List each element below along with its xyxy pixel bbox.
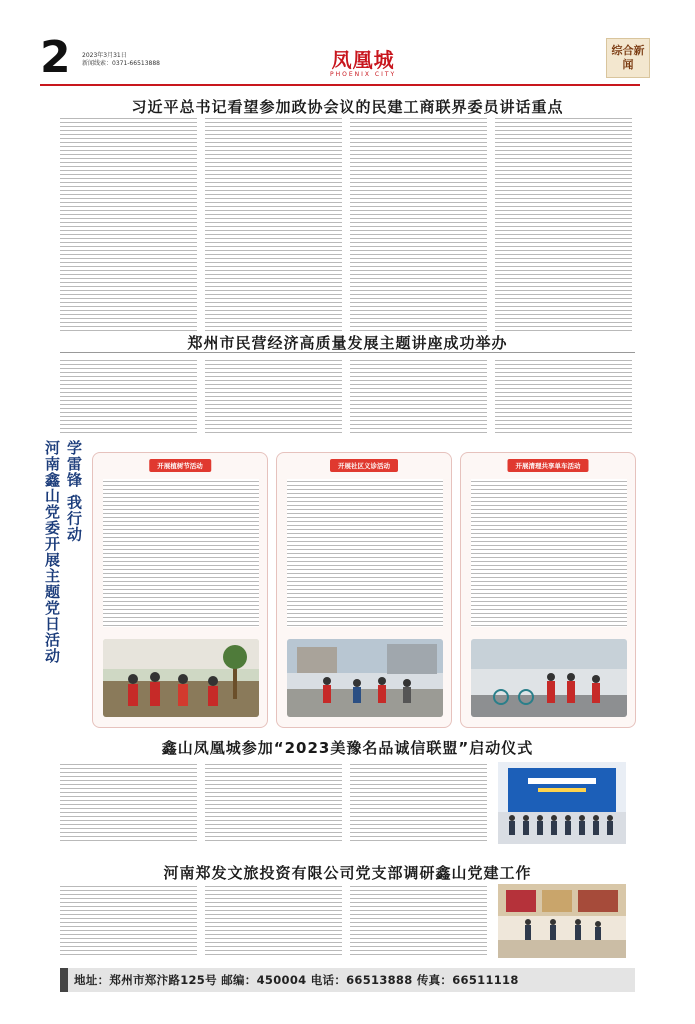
brand-logo [330, 44, 396, 78]
dateline [82, 52, 160, 68]
story-4-column-2 [205, 884, 342, 956]
story-3-column-1 [60, 762, 197, 842]
story-1-column-1 [60, 116, 197, 334]
masthead [40, 32, 645, 84]
story-2-headline: 郑州市民营经济高质量发展主题讲座成功举办 [187, 334, 508, 352]
story-2-rule [60, 352, 635, 353]
feature-title [42, 440, 86, 735]
story-4-column-3 [350, 884, 487, 956]
activity-tag: 开展植树节活动 [149, 459, 211, 472]
story-2-column-4 [495, 358, 632, 436]
story-1-column-3 [350, 116, 487, 334]
activity-body-text [287, 479, 443, 627]
story-1-headline: 习近平总书记看望参加政协会议的民建工商联界委员讲话重点 [131, 98, 564, 116]
feature-title-main: 学雷锋 我行动 [65, 440, 83, 543]
story-2-column-2 [205, 358, 342, 436]
activity-tag: 开展清理共享单车活动 [508, 459, 589, 472]
story-2-column-1 [60, 358, 197, 436]
activity-body-text [471, 479, 627, 627]
page-number: 2 [40, 32, 71, 83]
activity-photo-bike-cleanup [471, 639, 627, 717]
story-2-column-3 [350, 358, 487, 436]
activity-card-bike-cleanup [460, 452, 636, 728]
brand-name-en: PHOENIX CITY [330, 71, 397, 78]
activity-body-text [103, 479, 259, 627]
activity-photo-tree-planting [103, 639, 259, 717]
footer-contact: 地址：郑州市郑汴路125号 邮编：450004 电话：66513888 传真：66511118 [60, 968, 635, 992]
activity-card-tree-planting [92, 452, 268, 728]
activity-tag: 开展社区义诊活动 [330, 459, 398, 472]
story-3-column-2 [205, 762, 342, 842]
story-1-column-4 [495, 116, 632, 334]
issue-date: 2023年3月31日 [82, 52, 127, 59]
brand-name: 凤凰城 [331, 48, 395, 72]
news-hotline: 新闻线索：0371-66513888 [82, 60, 160, 67]
activity-card-free-clinic [276, 452, 452, 728]
feature-title-sub: 河南鑫山党委开展主题党日活动 [43, 440, 61, 664]
activity-photo-free-clinic [287, 639, 443, 717]
story-3-headline: 鑫山凤凰城参加“2023美豫名品诚信联盟”启动仪式 [161, 739, 534, 757]
story-4-photo [498, 884, 626, 958]
story-3-photo [498, 762, 626, 844]
story-3-column-3 [350, 762, 487, 842]
masthead-rule [40, 84, 640, 86]
story-1-column-2 [205, 116, 342, 334]
story-4-column-1 [60, 884, 197, 956]
section-tab: 综合新闻 [606, 38, 650, 78]
story-4-headline: 河南郑发文旅投资有限公司党支部调研鑫山党建工作 [163, 864, 532, 882]
